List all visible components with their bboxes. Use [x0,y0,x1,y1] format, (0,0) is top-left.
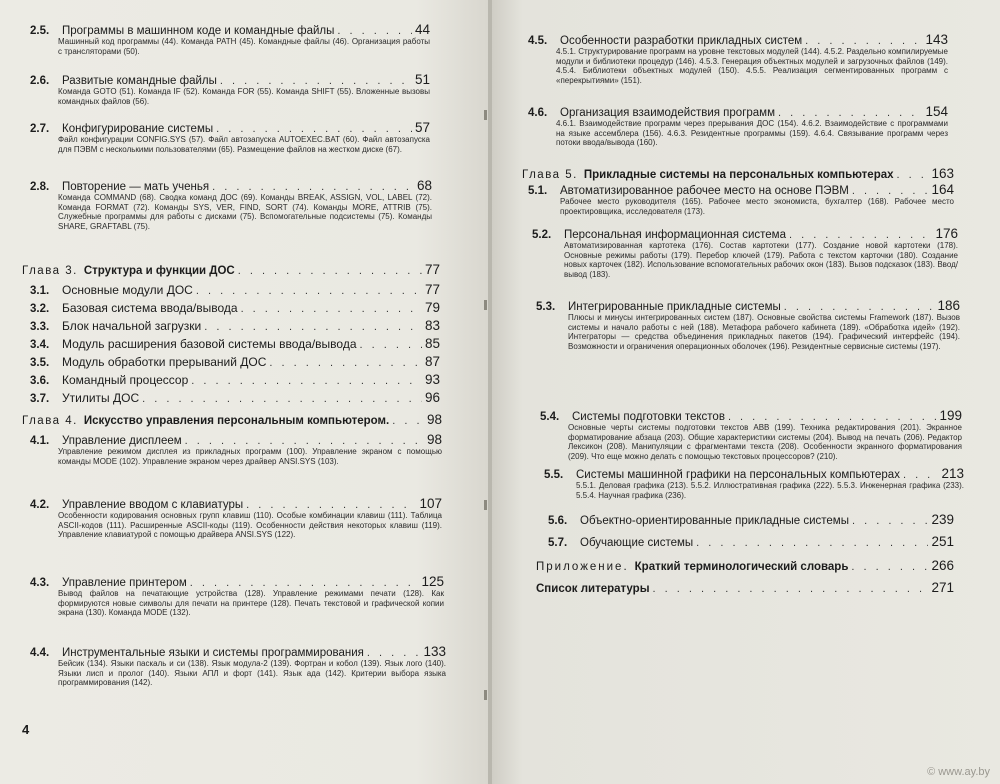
leader-dots [185,435,424,447]
chapter-4-heading [22,412,442,427]
page-number: 164 [931,182,954,197]
section-number: 3.4. [30,339,50,351]
section-title: Утилиты ДОС [62,391,140,405]
leader-dots [142,393,422,405]
section-number: 2.5. [30,25,50,37]
section-description: Рабочее место руководителя (165). Рабочее место экономиста, бухгалтер (168). Рабочее место проектировщика, исследователя (173). [560,197,954,216]
page-number: 87 [424,354,440,369]
toc-entry-3-3 [30,318,440,336]
section-description: Автоматизированная картотека (176). Состав картотеки (177). Создание новой картотеки (178). Основные режимы работы (179). Перебор ключей (179). Работа с текстом карточки (180). Создание новых карточек (182). Использование вспомогательных рабочих окон (183). Вызов подсказок (183). Ввод/вывод (183). [564,241,958,279]
section-description: Особенности кодирования основных групп клавиш (110). Особые комбинации клавиш (111). Таблица ASCII-кодов (111). Расширенные ASCII-коды (119). Особенности действия некоторых клавиш (119). Управление клавиатурой с помощью драйвера ANSI.SYS (122). [58,511,442,540]
toc-entry-5-2 [532,226,958,279]
leader-dots [784,301,935,313]
section-number: 5.7. [548,537,568,549]
section-title: Автоматизированное рабочее место на основе ПЭВМ [560,185,849,197]
binding-stitch [484,300,487,310]
leader-dots [696,537,928,549]
page-number: 239 [931,512,954,527]
section-title: Обучающие системы [580,537,694,549]
section-description: Управление режимом дисплея из прикладных программ (100). Управление экраном с помощью команды MODE (102). Управление экраном через драйвер ANSI.SYS (103). [58,447,442,466]
section-description: Файл конфигурации CONFIG.SYS (57). Файл автозапуска AUTOEXEC.BAT (60). Файл автозапуска для ПЭВМ с несколькими пользователями (65). Размещение файлов на жестком диске (67). [58,135,430,154]
section-number: 5.5. [544,469,564,481]
section-description: Машинный код программы (44). Команда PATH (45). Командные файлы (46). Организация работы с трансляторами (50). [58,37,430,56]
toc-entry-3-4 [30,336,440,354]
page-number: 154 [925,104,948,119]
toc-entry-3-6 [30,372,440,390]
right-page [492,0,1000,784]
section-title: Управление принтером [62,577,187,589]
section-number: 5.1. [528,185,548,197]
page-folio: 4 [22,722,30,737]
section-number: 2.8. [30,181,50,193]
section-number: 5.6. [548,515,568,527]
leader-dots [269,357,422,369]
toc-entry-4-3 [30,574,444,618]
toc-entry-5-3 [536,298,960,351]
section-description: Бейсик (134). Языки паскаль и си (138). Язык модула-2 (139). Фортран и кобол (139). Язык лого (140). Языки лисп и пролог (140). Языки АПЛ и форт (141). Язык ада (142). Критерии выбора языка программирования (142). [58,659,446,688]
section-number: 4.5. [528,35,548,47]
appendix-entry [536,558,954,573]
section-title: Системы машинной графики на персональных компьютерах [576,469,900,481]
toc-entry-2-6 [30,72,430,106]
toc-entry-3-7 [30,390,440,408]
page-number: 79 [424,300,440,315]
leader-dots [653,583,929,595]
leader-dots [805,35,922,47]
section-title: Программы в машинном коде и командные файлы [62,25,335,37]
toc-entry-5-1 [528,182,954,216]
section-number: 4.2. [30,499,50,511]
page-number: 266 [931,558,954,573]
leader-dots [392,415,424,427]
leader-dots [852,515,928,527]
section-title: Базовая система ввода/вывода [62,301,238,315]
section-title: Особенности разработки прикладных систем [560,35,803,47]
page-number: 186 [937,298,960,313]
section-number: 3.6. [30,375,50,387]
page-number: 96 [424,390,440,405]
binding-stitch [484,110,487,120]
leader-dots [190,577,419,589]
leader-dots [851,561,928,573]
leader-dots [238,265,422,277]
page-number: 51 [414,72,430,87]
section-title: Основные модули ДОС [62,283,193,297]
leader-dots [789,229,933,241]
toc-entry-4-4 [30,644,446,688]
page-number: 98 [426,432,442,447]
section-number: 3.3. [30,321,50,333]
section-number: 5.2. [532,229,552,241]
section-title: Конфигурирование системы [62,123,214,135]
page-number: 133 [423,644,446,659]
section-number: 4.3. [30,577,50,589]
section-title: Командный процессор [62,373,189,387]
page-number: 143 [925,32,948,47]
leader-dots [337,25,412,37]
page-number: 213 [941,466,964,481]
section-description: Команда GOTO (51). Команда IF (52). Команда FOR (55). Команда SHIFT (55). Вложенные вызовы командных файлов (56). [58,87,430,106]
toc-entry-2-8 [30,178,432,231]
section-description: 4.6.1. Взаимодействие программ через прерывания ДОС (154). 4.6.2. Взаимодействие с программами на языке ассемблера (156). 4.6.3. Резидентные программы (159). 4.6.4. Связывание программ через потоки ввода/вывода (160). [556,119,948,148]
toc-entry-5-5 [544,466,964,500]
section-description: Вывод файлов на печатающие устройства (128). Управление режимами печати (128). Как формируются новые символы для печати на принтере (128). Печать текстовой и графической копии экрана (130). Команда MODE (132). [58,589,444,618]
page-number: 176 [935,226,958,241]
section-number: 3.5. [30,357,50,369]
section-title: Управление вводом с клавиатуры [62,499,244,511]
toc-entry-3-1 [30,282,440,300]
chapter-label: Глава 4. [22,415,78,427]
left-page [0,0,490,784]
toc-entry-4-5 [528,32,948,85]
section-title: Объектно-ориентированные прикладные системы [580,515,849,527]
page-number: 163 [931,166,954,181]
page-number: 125 [421,574,444,589]
section-number: 2.7. [30,123,50,135]
leader-dots [216,123,412,135]
chapter-3-heading [22,262,440,277]
section-title: Интегрированные прикладные системы [568,301,781,313]
chapter-label: Глава 5. [522,169,578,181]
page-number: 57 [414,120,430,135]
section-description: 4.5.1. Структурирование программ на уровне текстовых модулей (144). 4.5.2. Раздельно компилируемые модули и библиотеки процедур (146). 4.5.3. Генерация объектных модулей и загрузочных файлов (149). 4.5.4. Библиотеки объектных модулей (150). 4.5.5. Реализация сегментированных программ с «перекрытиями» (151). [556,47,948,85]
leader-dots [212,181,414,193]
toc-entry-2-5 [30,22,430,56]
section-description: Команда COMMAND (68). Сводка команд ДОС (69). Команды BREAK, ASSIGN, VOL, LABEL (72). Команда FORMAT (72). Команды SYS, VER, FIND, SORT (74). Команды MORE, ATTRIB (75). Служебные программы для работы с дисками (75). Вспомогательные подсистемы (75). Команды SHARE, GRAFTABL (75). [58,193,432,231]
section-number: 4.6. [528,107,548,119]
section-title: Управление дисплеем [62,435,182,447]
section-description: Плюсы и минусы интегрированных систем (187). Основные свойства системы Framework (187). Вызов системы и начало работы с ней (188). Метафора рабочего кабинета (189). «Обработка идей» (192). Интеграторы — средства объединения прикладных пакетов (194). Графический интерфейс (194). Возможности и ограничения операционных оболочек (196). Резидентные сервисные системы (197). [568,313,960,351]
page-number: 77 [424,262,440,277]
toc-entry-3-2 [30,300,440,318]
page-number: 271 [931,580,954,595]
page-number: 199 [939,408,962,423]
chapter-title: Структура и функции ДОС [83,265,235,277]
chapter-title: Прикладные системы на персональных компьютерах [583,169,894,181]
leader-dots [246,499,416,511]
leader-dots [360,339,422,351]
page-number: 107 [419,496,442,511]
leader-dots [191,375,422,387]
toc-entry-4-6 [528,104,948,148]
toc-entry-5-4 [540,408,962,461]
section-description: Основные черты системы подготовки текстов ABB (199). Техника редактирования (201). Экранное форматирование абзаца (203). Общие характеристики системы (204). Вывод на печать (206). Редактор Лексикон (208). Манипуляции с фрагментами текста (208). Особенности экранного форматирования (209). Что еще можно делать с помощью текстовых процессоров? (210). [568,423,962,461]
toc-entry-5-6 [548,512,954,527]
appendix-label: Приложение. [536,561,629,573]
page-number: 68 [416,178,432,193]
binding-stitch [484,500,487,510]
toc-entry-4-2 [30,496,442,540]
leader-dots [778,107,922,119]
section-description: 5.5.1. Деловая графика (213). 5.5.2. Иллюстративная графика (222). 5.5.3. Инженерная графика (233). 5.5.4. Научная графика (236). [576,481,964,500]
leader-dots [367,647,421,659]
leader-dots [897,169,929,181]
toc-entry-3-5 [30,354,440,372]
chapter-title: Искусство управления персональным компьютером. [83,415,390,427]
chapter-5-heading [522,166,954,181]
leader-dots [728,411,937,423]
section-number: 2.6. [30,75,50,87]
toc-entry-4-1 [30,432,442,466]
chapter-3-list [30,282,440,408]
section-number: 3.1. [30,285,50,297]
binding-stitch [484,690,487,700]
section-title: Инструментальные языки и системы программирования [62,647,364,659]
leader-dots [241,303,422,315]
page-number: 83 [424,318,440,333]
section-number: 4.4. [30,647,50,659]
section-number: 5.4. [540,411,560,423]
leader-dots [220,75,412,87]
page-number: 98 [426,412,442,427]
bibliography-title: Список литературы [536,583,650,595]
watermark-text: © www.ay.by [927,766,990,778]
section-title: Организация взаимодействия программ [560,107,775,119]
section-number: 5.3. [536,301,556,313]
section-title: Персональная информационная система [564,229,786,241]
leader-dots [196,285,422,297]
toc-entry-5-7 [548,534,954,549]
toc-entry-2-7 [30,120,430,154]
bibliography-entry [536,580,954,595]
appendix-title: Краткий терминологический словарь [634,561,849,573]
section-title: Модуль расширения базовой системы ввода/вывода [62,337,357,351]
page-number: 93 [424,372,440,387]
leader-dots [204,321,422,333]
section-number: 4.1. [30,435,50,447]
chapter-label: Глава 3. [22,265,78,277]
page-number: 85 [424,336,440,351]
page-number: 44 [414,22,430,37]
page-number: 77 [424,282,440,297]
section-title: Системы подготовки текстов [572,411,725,423]
leader-dots [903,469,939,481]
section-title: Блок начальной загрузки [62,319,202,333]
section-number: 3.2. [30,303,50,315]
page-number: 251 [931,534,954,549]
section-title: Модуль обработки прерываний ДОС [62,355,267,369]
section-number: 3.7. [30,393,50,405]
section-title: Развитые командные файлы [62,75,217,87]
leader-dots [852,185,929,197]
section-title: Повторение — мать ученья [62,181,210,193]
